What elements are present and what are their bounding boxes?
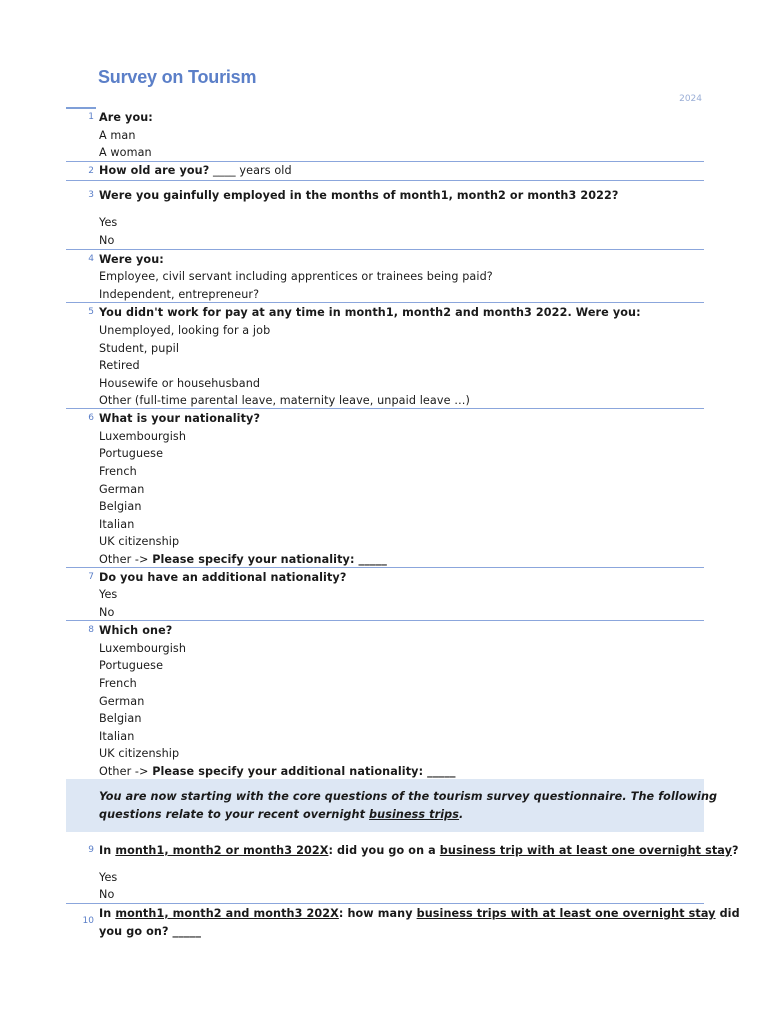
question-text: Were you: [99,253,164,266]
question-number: 3 [88,190,94,200]
question-text: Which one? [99,624,173,637]
answer-option[interactable]: Italian [99,518,135,531]
answer-option[interactable]: Independent, entrepreneur? [99,288,260,301]
page-title: Survey on Tourism [98,67,257,87]
age-suffix: years old [239,164,292,177]
answer-option[interactable]: Belgian [99,712,142,725]
question-number: 6 [88,413,94,423]
question-2 [66,161,704,181]
banner-text: questions relate to your recent overnight [99,808,366,821]
answer-option-other[interactable] [99,551,387,568]
answer-option[interactable]: Portuguese [99,659,164,672]
year-label: 2024 [679,94,702,104]
q10-part: did [719,907,740,920]
other-prefix: Other -> [99,553,149,566]
q9-business-trip: business trip with at least one overnight stay [439,844,733,857]
question-text: Were you gainfully employed in the months of month1, month2 or month3 2022? [99,189,619,202]
answer-option[interactable]: German [99,483,145,496]
question-8 [66,620,704,778]
other-specify[interactable]: Please specify your additional nationality: _____ [152,765,456,778]
answer-option[interactable]: German [99,695,145,708]
answer-option[interactable]: A man [99,129,136,142]
question-number: 10 [82,916,94,926]
answer-option[interactable]: French [99,465,137,478]
question-text: Are you: [99,111,153,124]
answer-option[interactable]: No [99,234,115,247]
answer-option[interactable]: Student, pupil [99,342,180,355]
answer-option[interactable]: French [99,677,137,690]
question-5 [66,302,704,407]
answer-option[interactable]: Portuguese [99,447,164,460]
question-10 [66,903,740,938]
answer-option[interactable]: Employee, civil servant including apprentices or trainees being paid? [99,270,493,283]
banner-line-2 [99,806,463,823]
answer-option[interactable]: Yes [99,871,118,884]
q10-part: In [99,907,112,920]
question-number: 9 [88,845,94,855]
title-underline [66,107,96,109]
q10-part: : how many [338,907,413,920]
question-text [99,842,739,859]
answer-option[interactable]: Belgian [99,500,142,513]
question-number: 8 [88,625,94,635]
answer-option[interactable]: Luxembourgish [99,642,187,655]
question-4 [66,249,704,301]
other-specify[interactable]: Please specify your nationality: _____ [152,553,387,566]
answer-option[interactable]: No [99,606,115,619]
question-label: How old are you? [99,164,210,177]
q9-part: ? [732,844,739,857]
age-blank[interactable]: ____ [212,164,236,177]
q9-part: : did you go on a [328,844,436,857]
answer-option[interactable]: Housewife or househusband [99,377,261,390]
answer-option[interactable]: A woman [99,146,152,159]
question-6 [66,408,704,566]
q10-business-trips: business trips with at least one overnight stay [416,907,716,920]
question-number: 7 [88,572,94,582]
answer-option[interactable]: Retired [99,359,140,372]
question-text: You didn't work for pay at any time in month1, month2 and month3 2022. Were you: [99,306,641,319]
answer-option[interactable]: Unemployed, looking for a job [99,324,271,337]
question-number: 4 [88,254,94,264]
core-questions-banner [66,779,718,832]
other-prefix: Other -> [99,765,149,778]
banner-period: . [459,808,464,821]
answer-option[interactable]: UK citizenship [99,747,180,760]
question-text [99,162,292,179]
question-number: 5 [88,307,94,317]
answer-option[interactable]: Yes [99,216,118,229]
question-text-cont[interactable]: you go on? _____ [99,925,202,938]
banner-line-1: You are now starting with the core questions of the tourism survey questionnaire. The following [99,790,718,803]
question-text [99,905,740,922]
answer-option-other[interactable] [99,763,456,780]
business-trips-link[interactable]: business trips [369,808,460,821]
question-number: 1 [88,112,94,122]
answer-option[interactable]: No [99,888,115,901]
question-number: 2 [88,166,94,176]
q10-period: month1, month2 and month3 202X [115,907,339,920]
answer-option[interactable]: UK citizenship [99,535,180,548]
question-text: What is your nationality? [99,412,261,425]
question-text: Do you have an additional nationality? [99,571,347,584]
q9-period: month1, month2 or month3 202X [115,844,329,857]
answer-option[interactable]: Yes [99,588,118,601]
question-7 [66,567,704,619]
q9-part: In [99,844,112,857]
answer-option[interactable]: Luxembourgish [99,430,187,443]
answer-option[interactable]: Other (full-time parental leave, maternity leave, unpaid leave …) [99,394,470,407]
answer-option[interactable]: Italian [99,730,135,743]
